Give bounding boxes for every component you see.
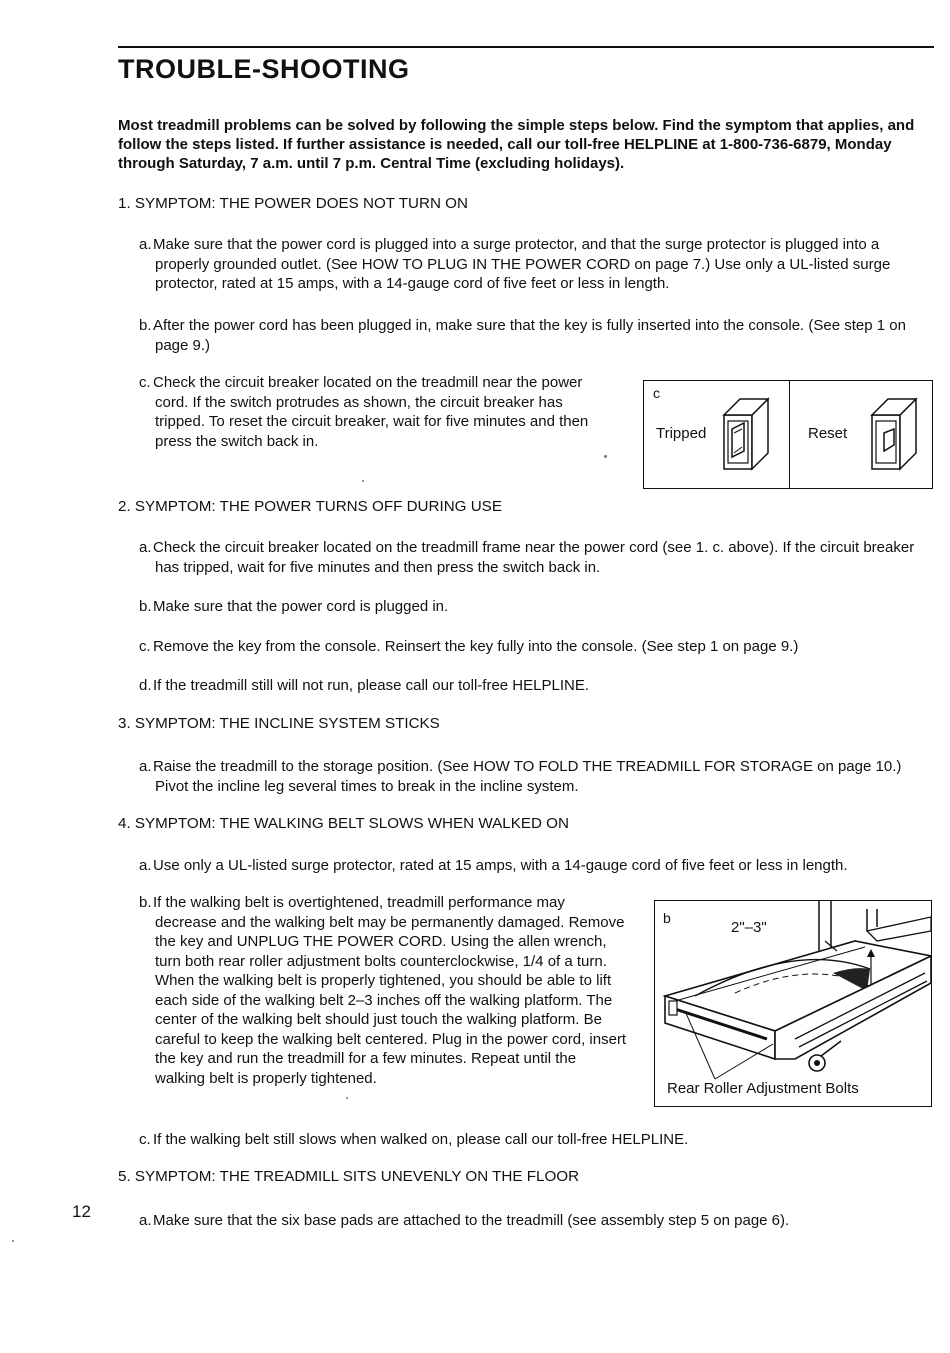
- symptom-1-heading: 1. SYMPTOM: THE POWER DOES NOT TURN ON: [118, 195, 468, 212]
- page-number: 12: [72, 1202, 91, 1221]
- step-text: Check the circuit breaker located on the treadmill near the power cord. If the switch protrudes as shown, the circuit breaker has tripped. To reset the circuit breaker, wait for five minutes and then press the switch back in.: [153, 374, 589, 450]
- tripped-switch-icon: [722, 395, 774, 473]
- step-label: c.: [139, 374, 151, 391]
- step-text: Make sure that the six base pads are attached to the treadmill (see assembly step 5 on page 6).: [153, 1212, 790, 1229]
- step-label: a.: [139, 236, 152, 253]
- symptom-2-step-a: [139, 538, 925, 577]
- symptom-4-step-b: [139, 893, 630, 1088]
- step-text: Raise the treadmill to the storage position. (See HOW TO FOLD THE TREADMILL FOR STORAGE on page 10.) Pivot the incline leg several times to break in the incline system.: [153, 758, 902, 795]
- symptom-1-step-b: [139, 316, 935, 355]
- step-text: Check the circuit breaker located on the treadmill frame near the power cord (see 1. c. above). If the circuit breaker has tripped, wait for five minutes and then press the switch back in.: [153, 539, 915, 576]
- intro-paragraph: Most treadmill problems can be solved by following the simple steps below. Find the symptom that applies, and follow the steps listed. If further assistance is needed, call our toll-free HELPLINE at 1-800-736-6879, Monday through Saturday, 7 a.m. until 7 p.m. Central Time (excluding holidays).: [118, 117, 915, 172]
- symptom-1-step-c: [139, 373, 595, 451]
- symptom-4-step-c: [139, 1130, 925, 1150]
- symptom-4-heading: 4. SYMPTOM: THE WALKING BELT SLOWS WHEN WALKED ON: [118, 815, 569, 832]
- step-label: a.: [139, 539, 152, 556]
- symptom-1-step-a: [139, 235, 931, 294]
- step-text: If the treadmill still will not run, please call our toll-free HELPLINE.: [153, 677, 590, 694]
- step-text: If the walking belt still slows when walked on, please call our toll-free HELPLINE.: [153, 1131, 689, 1148]
- symptom-4-step-a: [139, 856, 925, 876]
- symptom-2-heading: 2. SYMPTOM: THE POWER TURNS OFF DURING USE: [118, 498, 502, 515]
- step-label: c.: [139, 638, 151, 655]
- step-label: a.: [139, 758, 152, 775]
- treadmill-rear-illustration: [655, 901, 931, 1106]
- symptom-3-heading: 3. SYMPTOM: THE INCLINE SYSTEM STICKS: [118, 715, 440, 732]
- title-rule: [118, 46, 934, 48]
- symptom-2-step-b: [139, 597, 925, 617]
- circuit-breaker-figure: [643, 380, 933, 489]
- step-text: Make sure that the power cord is plugged in.: [153, 598, 449, 615]
- reset-label: Reset: [808, 425, 848, 442]
- figure-letter: b: [663, 910, 671, 926]
- scan-speck: [604, 455, 607, 458]
- symptom-2-step-d: [139, 676, 925, 696]
- step-text: Remove the key from the console. Reinsert the key fully into the console. (See step 1 on page 9.): [153, 638, 799, 655]
- step-text: After the power cord has been plugged in, make sure that the key is fully inserted into the console. (See step 1 on page 9.): [153, 317, 906, 354]
- measurement-label: 2"–3": [731, 919, 767, 936]
- step-label: c.: [139, 1131, 151, 1148]
- step-label: a.: [139, 1212, 152, 1229]
- scan-speck: [12, 1240, 14, 1242]
- symptom-5-heading: 5. SYMPTOM: THE TREADMILL SITS UNEVENLY ON THE FLOOR: [118, 1168, 580, 1185]
- page-title: TROUBLE-SHOOTING: [118, 54, 410, 84]
- step-label: d.: [139, 677, 152, 694]
- step-text: Make sure that the power cord is plugged into a surge protector, and that the surge protector is plugged into a properly grounded outlet. (See HOW TO PLUG IN THE POWER CORD on page 7.) Use only a UL-listed surge protector, rated at 15 amps, with a 14-gauge cord of five feet or less in length.: [153, 236, 891, 292]
- step-text: If the walking belt is overtightened, treadmill performance may decrease and the walking belt may be permanently damaged. Remove the key and UNPLUG THE POWER CORD. Using the allen wrench, turn both rear roller adjustment bolts counterclockwise, 1/4 of a turn. When the walking belt is properly tightened, you should be able to lift each side of the walking belt 2–3 inches off the walking platform. The center of the walking belt should just touch the walking platform. Be careful to keep the walking belt centered. Plug in the power cord, insert the key and run the treadmill for a few minutes. Repeat until the walking belt is properly tightened.: [153, 894, 627, 1087]
- tripped-label: Tripped: [656, 425, 707, 442]
- scan-speck: [362, 480, 364, 482]
- step-text: Use only a UL-listed surge protector, rated at 15 amps, with a 14-gauge cord of five feet or less in length.: [153, 857, 848, 874]
- step-label: b.: [139, 317, 152, 334]
- step-label: a.: [139, 857, 152, 874]
- step-label: b.: [139, 598, 152, 615]
- step-label: b.: [139, 894, 152, 911]
- symptom-3-step-a: [139, 757, 915, 796]
- figure-divider: [789, 381, 790, 488]
- symptom-2-step-c: [139, 637, 925, 657]
- scan-speck: [346, 1097, 348, 1099]
- figure-letter: c: [653, 385, 660, 401]
- rear-roller-figure: [654, 900, 932, 1107]
- symptom-5-step-a: [139, 1211, 925, 1231]
- reset-switch-icon: [870, 395, 922, 473]
- figure-caption: Rear Roller Adjustment Bolts: [667, 1080, 859, 1097]
